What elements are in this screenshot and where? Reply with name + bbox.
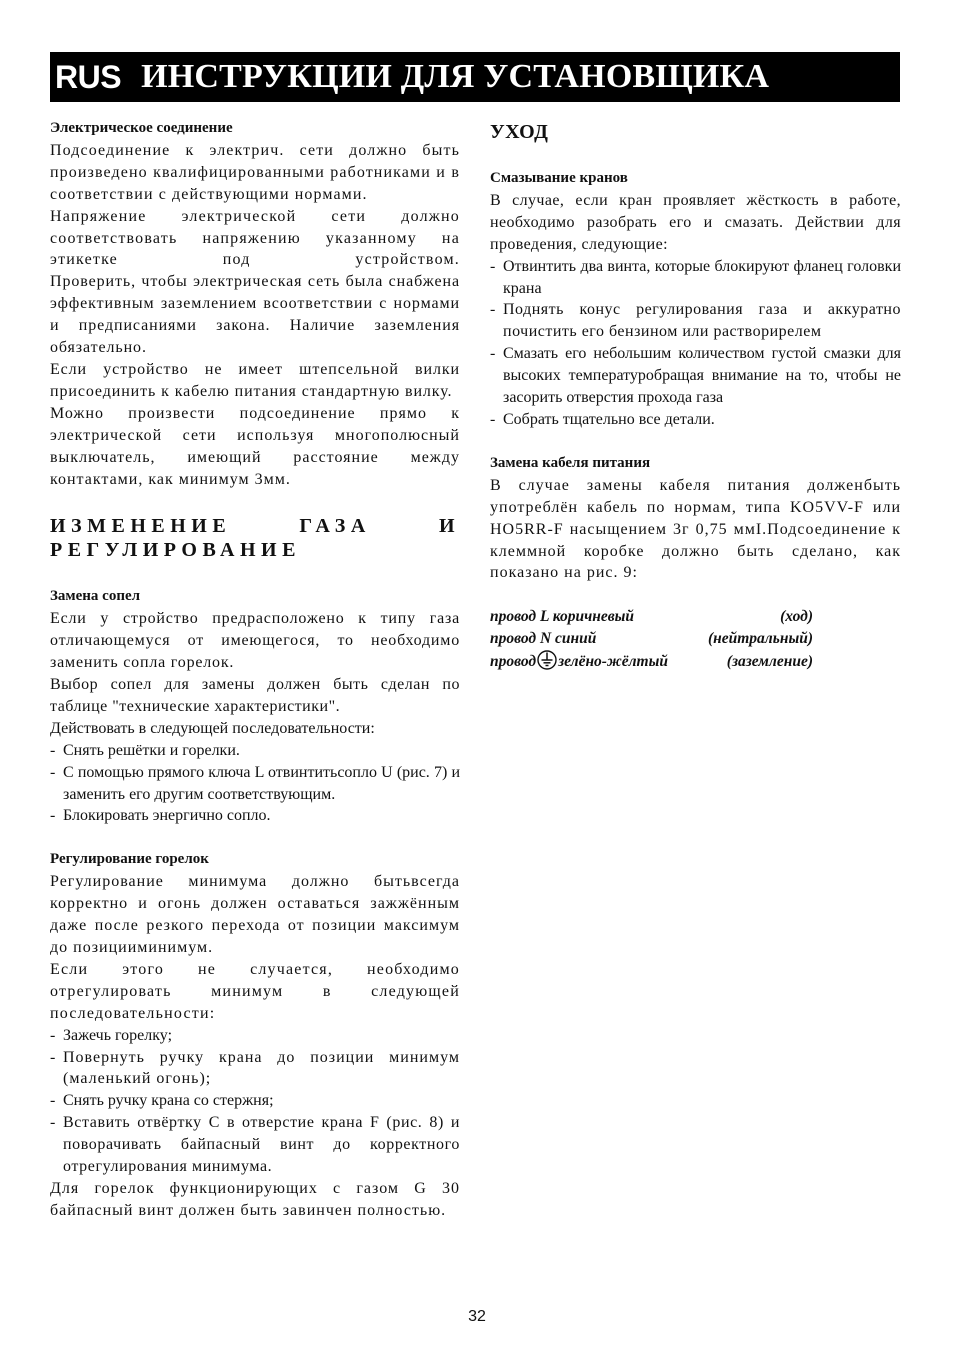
- gas-heading-word: И: [438, 515, 460, 538]
- burner-heading: Регулирование горелок: [50, 851, 209, 868]
- nozzle-steps: [50, 740, 460, 828]
- electrical-heading: Электрическое соединение: [50, 120, 233, 136]
- list-item: - Снять ручку крана со стержня;: [50, 1090, 460, 1112]
- lube-heading: Смазывание кранов: [490, 170, 628, 186]
- list-item: - Смазать его небольшим количеством густой смазки для высоких температуробращая внимание на то, чтобы не засорить отверстия прохода газа: [490, 343, 901, 409]
- nozzle-paragraph: Действовать в следующей последовательности:: [50, 719, 375, 737]
- list-item: - С помощью прямого ключа L отвинтитьсопло U (рис. 7) и заменить его другим соответствующим.: [50, 762, 460, 806]
- list-item: - Вставить отвёртку С в отверстие крана F (рис. 8) и поворачивать байпасный винт до корректного отрегулирования минимума.: [50, 1112, 460, 1178]
- wire-label: [490, 650, 680, 673]
- electrical-paragraph: Проверить, чтобы электрическая сеть была снабжена эффективным заземлением всоответствии с нормами и предписаниями закона. Наличие заземления обязательно.: [50, 273, 460, 357]
- wire-table: [490, 606, 813, 673]
- electrical-paragraph: Подсоединение к электрич. сети должно быть произведено квалифицированными работниками и в соответствии с действующими нормами.: [50, 141, 460, 203]
- table-row: [490, 650, 813, 673]
- page-header: [50, 52, 900, 102]
- cable-paragraph: В случае замены кабеля питания долженбыть употреблён кабель по нормам, типа KO5VV-F или HO5RR-F насыщением 3г 0,75 ммI.Подсоединение к клеммной коробке должно быть сделано, как показано на рис. 9:: [490, 476, 901, 582]
- burner-steps: [50, 1025, 460, 1178]
- list-item: - Блокировать энергично сопло.: [50, 805, 460, 827]
- electrical-paragraph: Можно произвести подсоединение прямо к электрической сети используя многополюсный выключатель, имеющий расстояние между контактами, как минимум 3мм.: [50, 404, 460, 488]
- burner-paragraph: Регулирование минимума должно бытьвсегда корректно и огонь должен оставаться зажжённым даже после резкого перехода от позиции максимум до позицииминимум.: [50, 873, 460, 956]
- wire-label-prefix: провод: [490, 653, 537, 671]
- list-item: - Снять решётки и горелки.: [50, 740, 460, 762]
- gas-heading-word: ИЗМЕНЕНИЕ: [50, 515, 232, 538]
- nozzle-paragraph: Если у стройство предрасположено к типу газа отличающемуся от имеющегося, то необходимо заменить сопла горелок.: [50, 610, 460, 672]
- list-item: - Зажечь горелку;: [50, 1025, 460, 1047]
- lube-steps: [490, 256, 901, 431]
- gas-heading-line2: РЕГУЛИРОВАНИЕ: [50, 539, 301, 562]
- list-item: - Повернуть ручку крана до позиции минимум (маленький огонь);: [50, 1047, 460, 1091]
- list-item: - Собрать тщательно все детали.: [490, 409, 901, 431]
- right-column: [490, 118, 901, 673]
- gas-change-heading: [50, 514, 460, 538]
- burner-paragraph: Если этого не случается, необходимо отрегулировать минимум в следующей последовательности:: [50, 960, 460, 1022]
- wire-function: (нейтральный): [707, 630, 813, 648]
- wire-label-suffix: зелёно-жёлтый: [558, 653, 668, 671]
- wire-label: провод L коричневый: [490, 608, 635, 626]
- lube-paragraph: В случае, если кран проявляет жёсткость в работе, необходимо разобрать его и смазать. Действии для проведения, следующие:: [490, 191, 901, 253]
- page-number: 32: [468, 1308, 486, 1325]
- cable-heading: Замена кабеля питания: [490, 454, 651, 471]
- wire-function: (заземление): [726, 652, 813, 670]
- table-row: [490, 606, 813, 628]
- list-item: - Поднять конус регулирования газа и аккуратно почистить его бензином или растворирелем: [490, 299, 901, 343]
- list-item: - Отвинтить два винта, которые блокируют фланец головки крана: [490, 256, 901, 300]
- burner-paragraph: Для горелок функционирующих с газом G 30 байпасный винт должен быть завинчен полностью.: [50, 1179, 460, 1219]
- page-title: ИНСТРУКЦИИ ДЛЯ УСТАНОВЩИКА: [141, 58, 770, 95]
- gas-heading-word: ГАЗА: [299, 515, 371, 538]
- table-row: [490, 628, 813, 650]
- language-code: RUS: [55, 58, 122, 95]
- electrical-paragraph: Если устройство не имеет штепсельной вилки присоединить к кабелю питания стандартную вилку.: [50, 360, 460, 400]
- wire-label: провод N синий: [490, 630, 597, 648]
- electrical-paragraph: Напряжение электрической сети должно соответствовать напряжению указанному на этикетке под устройством.: [50, 207, 460, 269]
- nozzle-paragraph: Выбор сопел для замены должен быть сделан по таблице "технические характеристики".: [50, 676, 460, 715]
- nozzle-heading: Замена сопел: [50, 588, 141, 605]
- left-column: [50, 118, 460, 1222]
- care-heading: УХОД: [490, 121, 549, 143]
- ground-icon: [537, 650, 557, 670]
- wire-function: (ход): [780, 608, 813, 626]
